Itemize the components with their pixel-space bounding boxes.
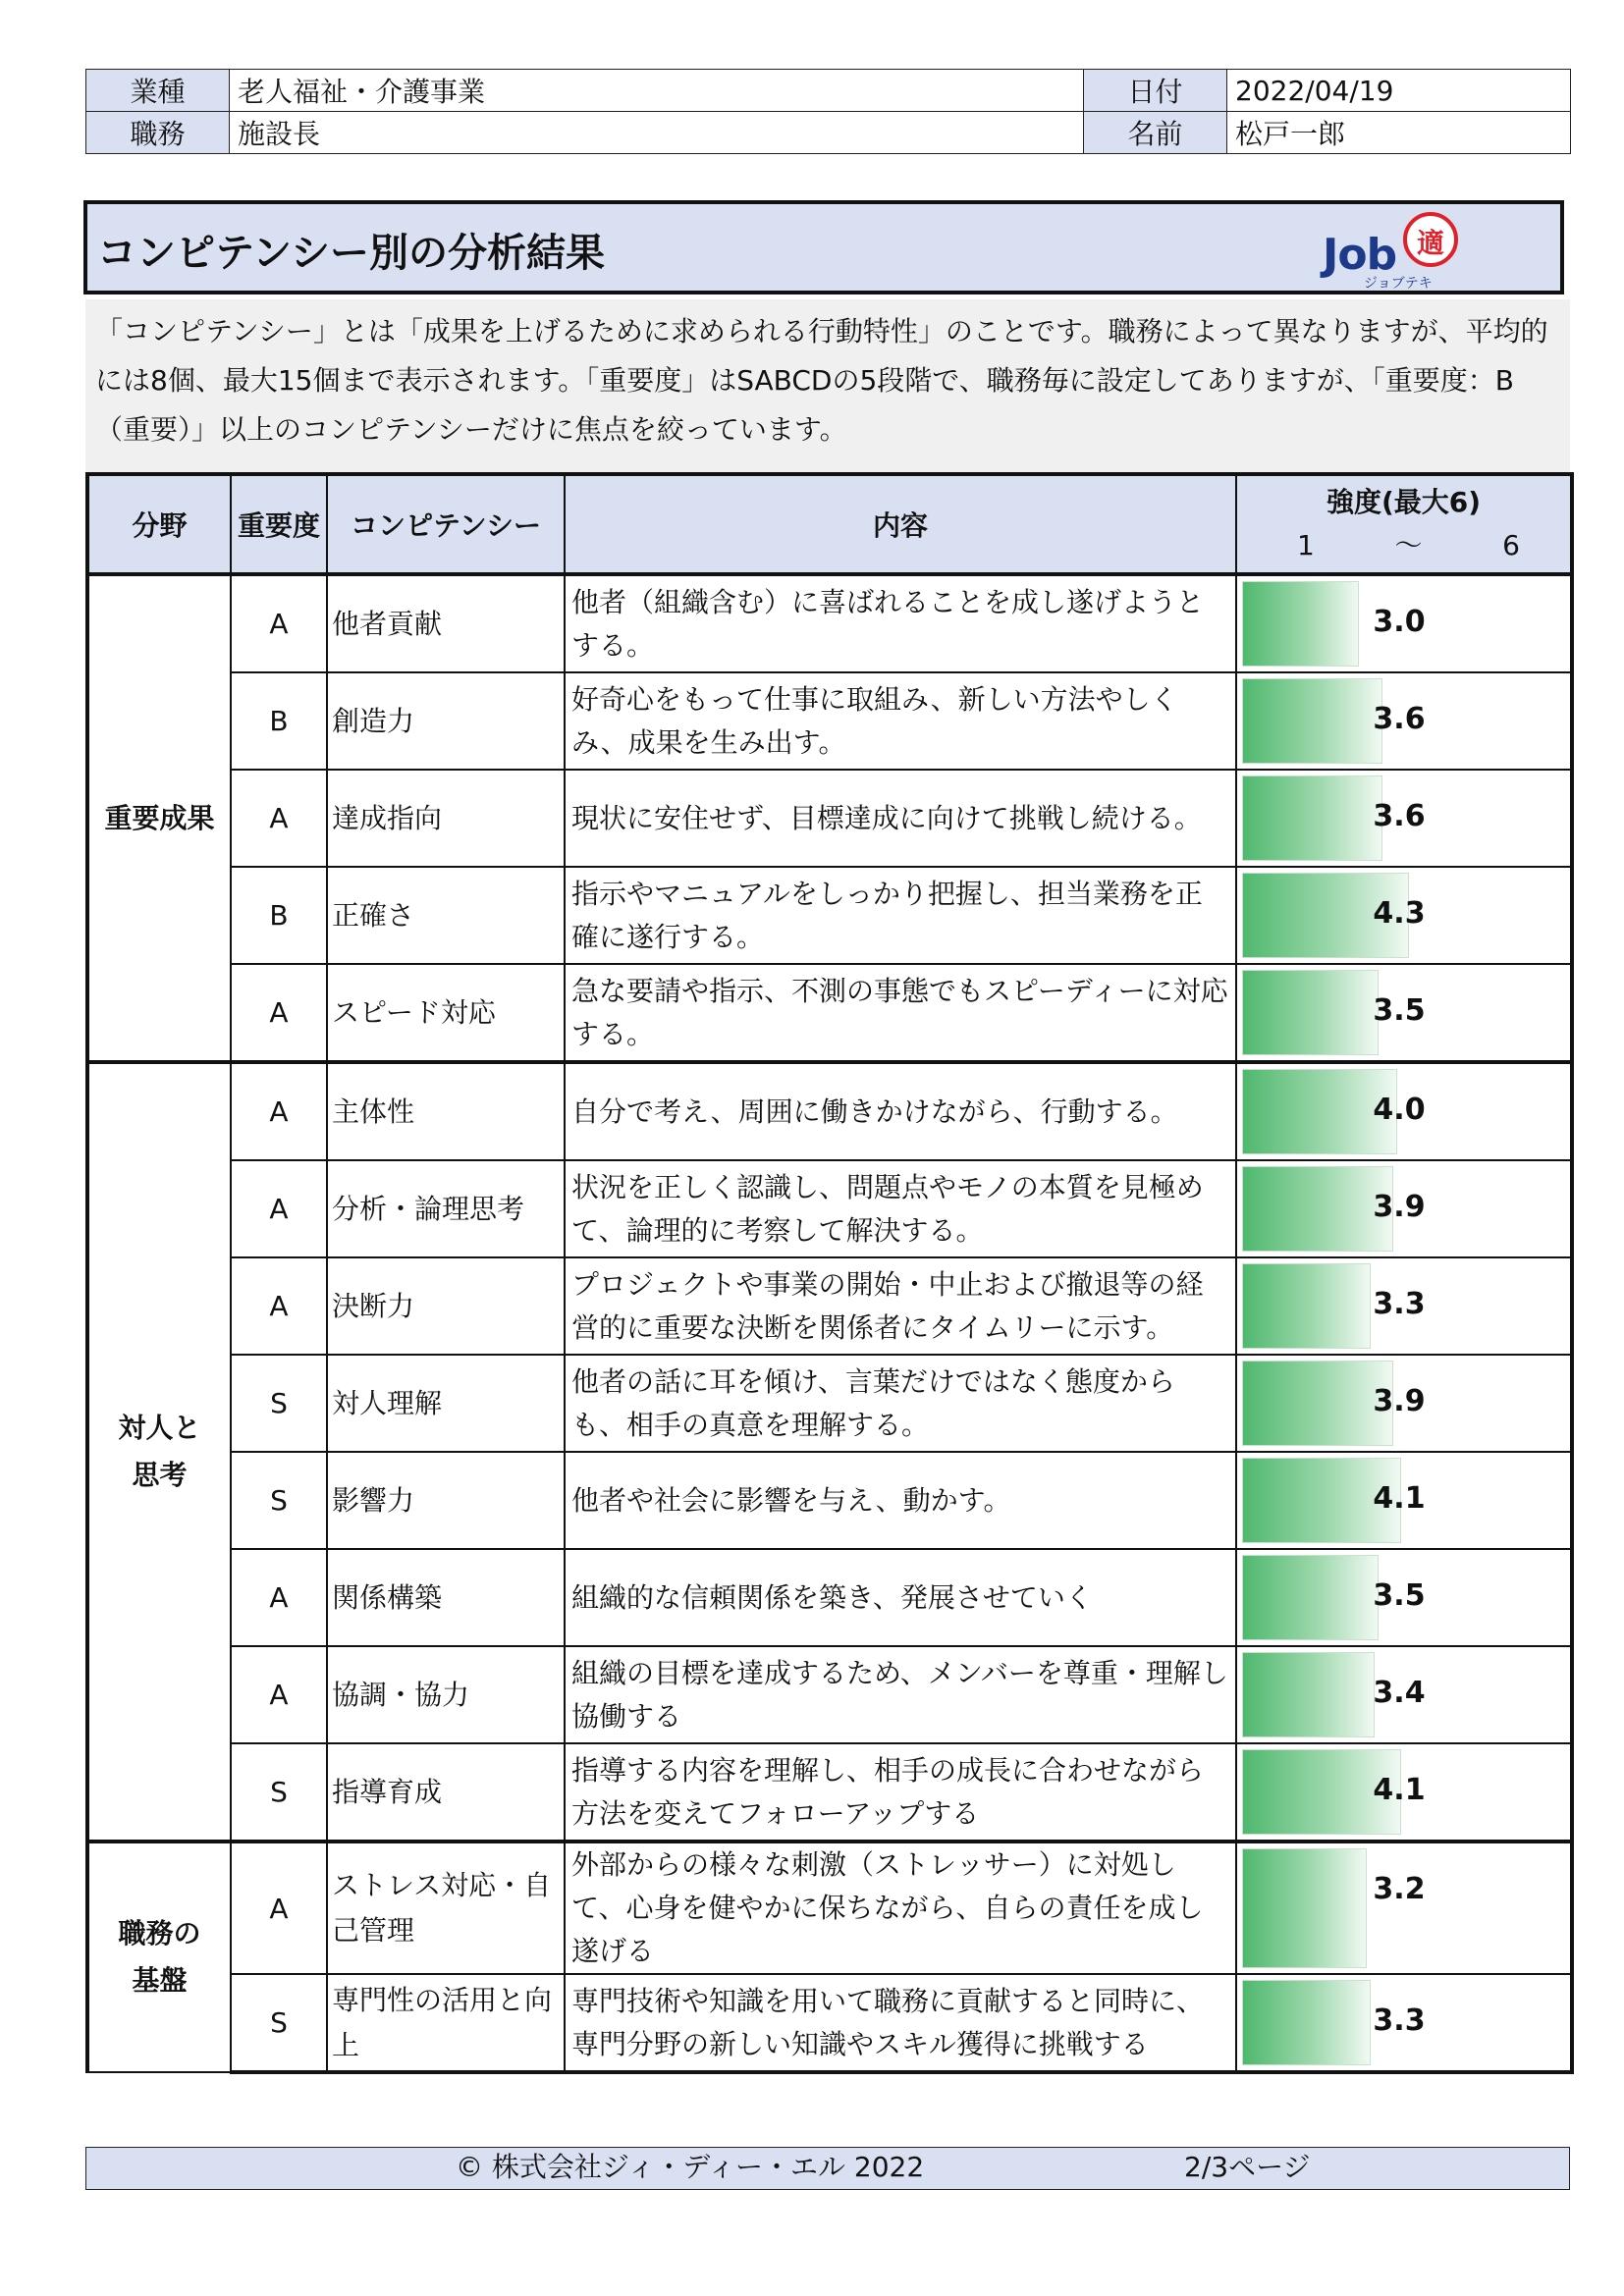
content-cell: 急な要請や指示、不測の事態でもスピーディーに対応する。: [565, 964, 1236, 1062]
section-title-box: [83, 200, 1564, 294]
strength-cell: [1236, 1743, 1572, 1842]
competency-cell: 分析・論理思考: [327, 1160, 565, 1257]
importance-cell: B: [231, 672, 327, 770]
table-row: [87, 867, 1572, 964]
strength-cell: [1236, 1842, 1572, 1974]
table-row: [87, 1062, 1572, 1160]
date-label: 日付: [1084, 70, 1227, 112]
header-strength-scale: 1 ～ 6: [1297, 529, 1520, 561]
competency-cell: 専門性の活用と向上: [327, 1974, 565, 2072]
logo-subtext: ジョブテキ: [1364, 276, 1433, 292]
strength-cell: [1236, 672, 1572, 770]
competency-cell: 関係構築: [327, 1549, 565, 1646]
header-field: 分野: [87, 474, 231, 574]
logo-seal-icon: 適: [1403, 212, 1458, 267]
competency-cell: 対人理解: [327, 1355, 565, 1452]
page-footer: [85, 2147, 1570, 2190]
strength-value: 4.0: [1373, 1093, 1426, 1127]
strength-value: 3.3: [1373, 2003, 1426, 2038]
header-strength-title: 強度(最大6): [1326, 486, 1482, 518]
content-cell: 組織的な信頼関係を築き、発展させていく: [565, 1549, 1236, 1646]
importance-cell: S: [231, 1355, 327, 1452]
table-row: [87, 964, 1572, 1062]
header-info-table: [85, 69, 1571, 154]
strength-cell: [1236, 574, 1572, 672]
strength-value: 4.1: [1373, 1773, 1426, 1807]
importance-cell: A: [231, 1160, 327, 1257]
strength-value: 4.3: [1373, 896, 1426, 931]
strength-value: 3.9: [1373, 1384, 1426, 1418]
strength-cell: [1236, 1452, 1572, 1549]
category-cell: 対人と思考: [87, 1062, 231, 1842]
content-cell: 他者や社会に影響を与え、動かす。: [565, 1452, 1236, 1549]
content-cell: 指導する内容を理解し、相手の成長に合わせながら方法を変えてフォローアップする: [565, 1743, 1236, 1842]
strength-value: 3.6: [1373, 799, 1426, 833]
content-cell: 外部からの様々な刺激（ストレッサー）に対処して、心身を健やかに保ちながら、自らの責任を成し遂げる: [565, 1842, 1236, 1974]
competency-cell: 決断力: [327, 1257, 565, 1355]
category-cell: 職務の基盤: [87, 1842, 231, 2072]
competency-cell: ストレス対応・自己管理: [327, 1842, 565, 1974]
header-content: 内容: [565, 474, 1236, 574]
page-title: コンピテンシー別の分析結果: [97, 231, 605, 276]
industry-value: 老人福祉・介護事業: [230, 70, 1084, 112]
strength-cell: [1236, 867, 1572, 964]
logo-text: Job: [1323, 230, 1397, 280]
competency-cell: 他者貢献: [327, 574, 565, 672]
date-value: 2022/04/19: [1227, 70, 1571, 112]
competency-cell: 指導育成: [327, 1743, 565, 1842]
strength-cell: [1236, 770, 1572, 867]
table-row: [87, 1452, 1572, 1549]
table-row: [87, 1974, 1572, 2072]
strength-cell: [1236, 1974, 1572, 2072]
content-cell: 他者の話に耳を傾け、言葉だけではなく態度からも、相手の真意を理解する。: [565, 1355, 1236, 1452]
competency-cell: 達成指向: [327, 770, 565, 867]
importance-cell: A: [231, 1549, 327, 1646]
strength-value: 3.5: [1373, 993, 1426, 1028]
content-cell: 他者（組織含む）に喜ばれることを成し遂げようとする。: [565, 574, 1236, 672]
strength-value: 3.5: [1373, 1578, 1426, 1613]
importance-cell: S: [231, 1452, 327, 1549]
strength-value: 3.9: [1373, 1190, 1426, 1224]
table-row: [87, 1257, 1572, 1355]
header-strength: [1236, 474, 1572, 574]
content-cell: プロジェクトや事業の開始・中止および撤退等の経営的に重要な決断を関係者にタイムリーに示す。: [565, 1257, 1236, 1355]
strength-cell: [1236, 1646, 1572, 1743]
content-cell: 状況を正しく認識し、問題点やモノの本質を見極めて、論理的に考察して解決する。: [565, 1160, 1236, 1257]
footer-copyright: © 株式会社ジィ・ディー・エル 2022: [456, 2151, 925, 2183]
header-competency: コンピテンシー: [327, 474, 565, 574]
strength-value: 3.0: [1373, 605, 1426, 639]
table-row: [87, 770, 1572, 867]
footer-page-number: 2/3ページ: [1184, 2151, 1311, 2183]
strength-cell: [1236, 964, 1572, 1062]
strength-value: 4.1: [1373, 1481, 1426, 1516]
strength-cell: [1236, 1355, 1572, 1452]
table-row: [87, 1646, 1572, 1743]
importance-cell: A: [231, 574, 327, 672]
content-cell: 専門技術や知識を用いて職務に貢献すると同時に、専門分野の新しい知識やスキル獲得に挑戦する: [565, 1974, 1236, 2072]
competency-cell: 影響力: [327, 1452, 565, 1549]
table-row: [87, 1160, 1572, 1257]
header-importance: 重要度: [231, 474, 327, 574]
table-row: [87, 672, 1572, 770]
importance-cell: A: [231, 1062, 327, 1160]
competency-cell: 正確さ: [327, 867, 565, 964]
name-value: 松戸一郎: [1227, 112, 1571, 154]
content-cell: 好奇心をもって仕事に取組み、新しい方法やしくみ、成果を生み出す。: [565, 672, 1236, 770]
strength-value: 3.2: [1373, 1872, 1426, 1906]
importance-cell: A: [231, 770, 327, 867]
importance-cell: A: [231, 1646, 327, 1743]
content-cell: 自分で考え、周囲に働きかけながら、行動する。: [565, 1062, 1236, 1160]
content-cell: 現状に安住せず、目標達成に向けて挑戦し続ける。: [565, 770, 1236, 867]
importance-cell: S: [231, 1743, 327, 1842]
competency-table: [85, 472, 1574, 2074]
content-cell: 組織の目標を達成するため、メンバーを尊重・理解し協働する: [565, 1646, 1236, 1743]
strength-cell: [1236, 1160, 1572, 1257]
role-value: 施設長: [230, 112, 1084, 154]
table-row: [87, 1549, 1572, 1646]
description-text: 「コンピテンシー」とは「成果を上げるために求められる行動特性」のことです。職務によって異なりますが、平均的には8個、最大15個まで表示されます。「重要度」はSABCDの5段階で、職務毎に設定してありますが、「重要度：B（重要）」以上のコンピテンシーだけに焦点を絞っています。: [85, 299, 1570, 472]
jobteki-logo: [1313, 212, 1489, 291]
table-row: [87, 1842, 1572, 1974]
category-cell: 重要成果: [87, 574, 231, 1062]
strength-value: 3.6: [1373, 702, 1426, 736]
importance-cell: A: [231, 964, 327, 1062]
strength-value: 3.4: [1373, 1676, 1426, 1710]
strength-cell: [1236, 1062, 1572, 1160]
competency-cell: 創造力: [327, 672, 565, 770]
importance-cell: B: [231, 867, 327, 964]
strength-value: 3.3: [1373, 1287, 1426, 1321]
competency-cell: 協調・協力: [327, 1646, 565, 1743]
competency-cell: 主体性: [327, 1062, 565, 1160]
table-row: [87, 1743, 1572, 1842]
importance-cell: A: [231, 1842, 327, 1974]
table-row: [87, 1355, 1572, 1452]
strength-cell: [1236, 1549, 1572, 1646]
name-label: 名前: [1084, 112, 1227, 154]
content-cell: 指示やマニュアルをしっかり把握し、担当業務を正確に遂行する。: [565, 867, 1236, 964]
role-label: 職務: [86, 112, 230, 154]
industry-label: 業種: [86, 70, 230, 112]
importance-cell: S: [231, 1974, 327, 2072]
competency-cell: スピード対応: [327, 964, 565, 1062]
strength-cell: [1236, 1257, 1572, 1355]
table-row: [87, 574, 1572, 672]
importance-cell: A: [231, 1257, 327, 1355]
